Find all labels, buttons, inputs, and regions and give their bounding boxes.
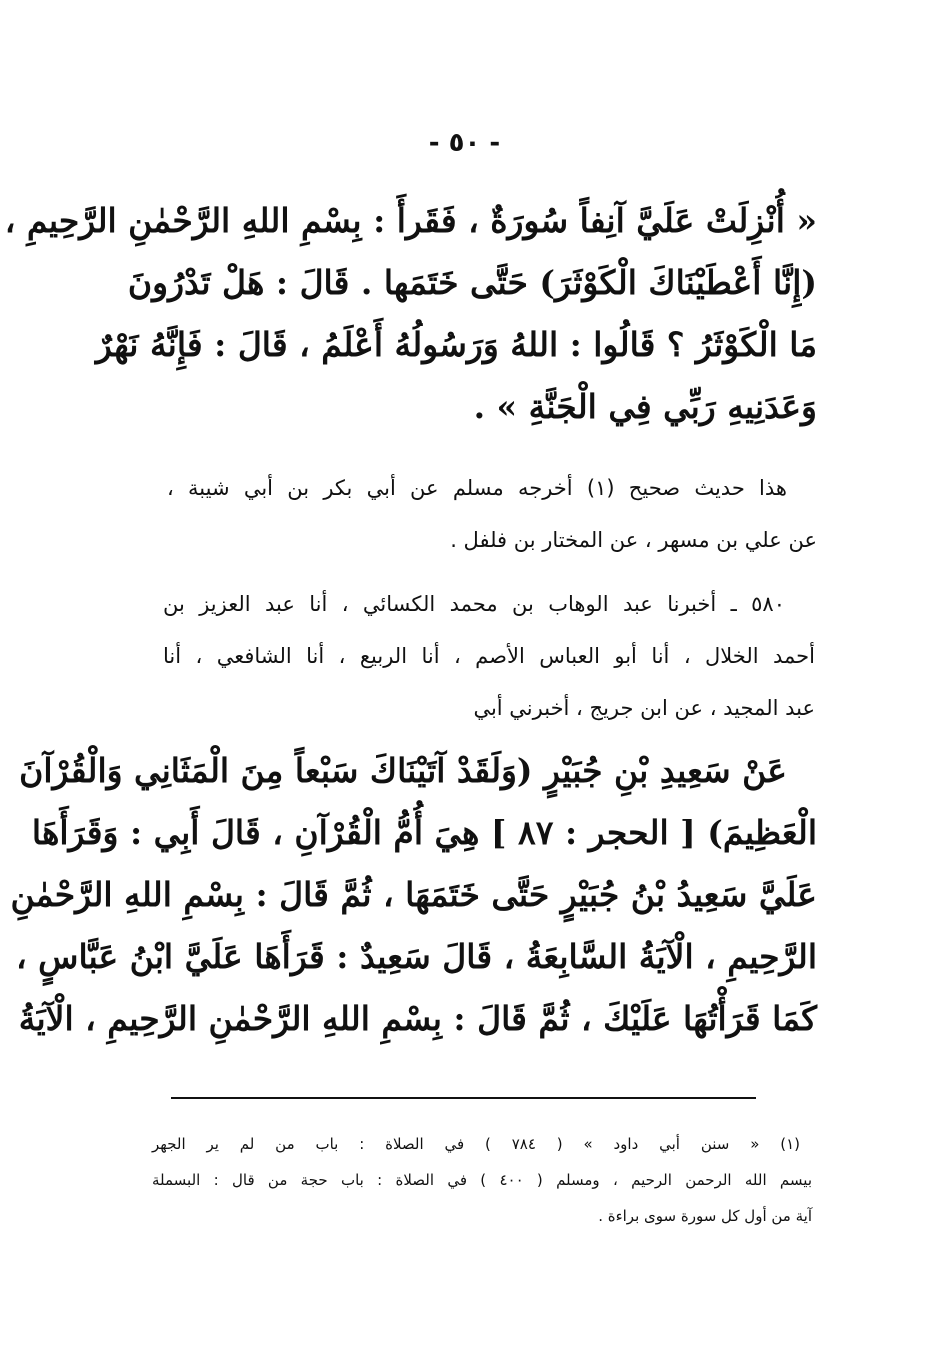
footnote-line: بيسم الله الرحمن الرحيم ، ومسلم ( ٤٠٠ ) في الصلاة : باب حجة من قال : البسملة bbox=[152, 1171, 812, 1189]
footnotes bbox=[152, 1126, 812, 1234]
text-line: الرَّحِيمِ ، الْآيَةُ السَّابِعَةُ ، قَالَ سَعِيدٌ : قَرَأَهَا عَلَيَّ ابْنُ عَبَّاسٍ ، bbox=[16, 937, 817, 976]
text-line: (إِنَّا أَعْطَيْنَاكَ الْكَوْثَرَ) حَتَّى خَتَمَها . قَالَ : هَلْ تَدْرُونَ bbox=[127, 263, 817, 302]
text-line: مَا الْكَوْثَرُ ؟ قَالُوا : اللهُ وَرَسُولُهُ أَعْلَمُ ، قَالَ : فَإِنَّهُ نَهْرٌ bbox=[95, 325, 817, 364]
text-line: هذا حديث صحيح (١) أخرجه مسلم عن أبي بكر بن أبي شيبة ، bbox=[167, 476, 787, 500]
text-line: الْعَظِيمَ) [ الحجر : ٨٧ ] هِيَ أُمُّ الْقُرْآنِ ، قَالَ أَبِي : وَقَرَأَهَا bbox=[31, 813, 817, 852]
text-line: أحمد الخلال ، أنا أبو العباس الأصم ، أنا الربيع ، أنا الشافعي ، أنا bbox=[163, 644, 815, 668]
text-line: عبد المجيد ، عن ابن جريج ، أخبرني أبي bbox=[473, 696, 815, 720]
text-line: عن علي بن مسهر ، عن المختار بن فلفل . bbox=[450, 528, 817, 552]
footnote-divider bbox=[171, 1097, 756, 1099]
text-line: عَلَيَّ سَعِيدُ بْنُ جُبَيْرٍ حَتَّى خَتَمَهَا ، ثُمَّ قَالَ : بِسْمِ اللهِ الرَّحْمٰنِ bbox=[10, 875, 817, 914]
text-line: وَعَدَنِيهِ رَبِّي فِي الْجَنَّةِ » . bbox=[473, 387, 817, 426]
text-line: « أُنْزِلَتْ عَلَيَّ آنِفاً سُورَةٌ ، فَقَرأَ : بِسْمِ اللهِ الرَّحْمٰنِ الرَّحِيمِ ، bbox=[4, 201, 817, 240]
hadith-commentary bbox=[167, 462, 817, 566]
tafsir-text-vocalized bbox=[10, 740, 817, 1050]
isnad-chain bbox=[163, 578, 815, 734]
text-line: ٥٨٠ ـ أخبرنا عبد الوهاب بن محمد الكسائي ، أنا عبد العزيز بن bbox=[163, 592, 785, 616]
page-number: - ٥٠ - bbox=[428, 128, 501, 158]
text-line: كَمَا قَرَأْتُهَا عَلَيْكَ ، ثُمَّ قَالَ : بِسْمِ اللهِ الرَّحْمٰنِ الرَّحِيمِ ، الْآيَةُ bbox=[18, 999, 817, 1038]
footnote-line: آية من أول كل سورة سوى براءة . bbox=[598, 1207, 812, 1225]
text-line: عَنْ سَعِيدِ بْنِ جُبَيْرٍ (وَلَقَدْ آتَيْنَاكَ سَبْعاً مِنَ الْمَثَانِي وَالْقُرْآنَ bbox=[19, 751, 787, 790]
footnote-line: (١) « سنن أبي داود » ( ٧٨٤ ) في الصلاة : باب من لم ير الجهر bbox=[152, 1135, 800, 1153]
hadith-text-vocalized bbox=[4, 190, 817, 438]
